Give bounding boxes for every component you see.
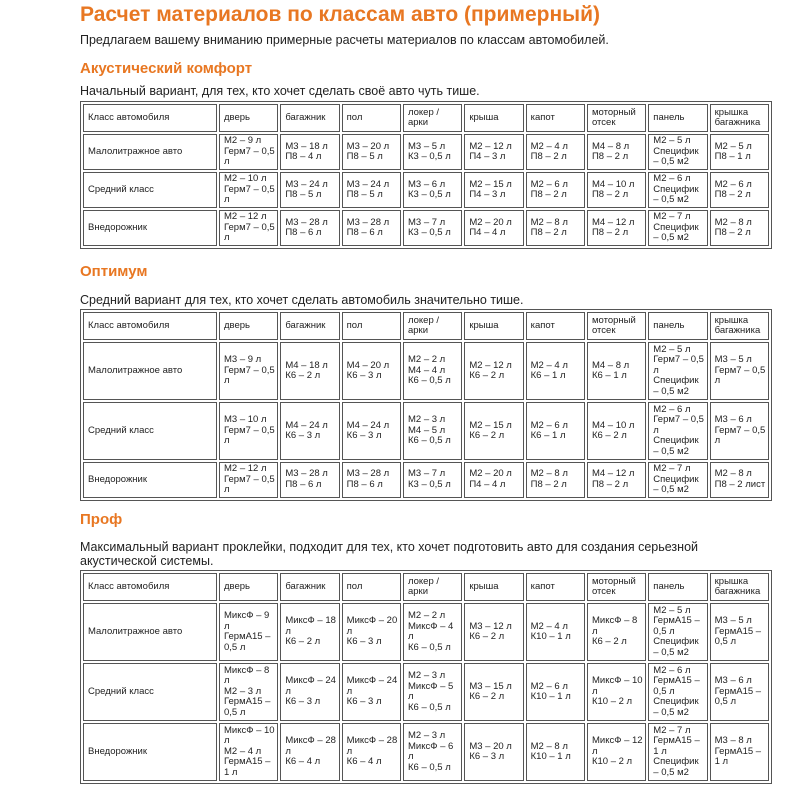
material-cell: М4 – 8 л К6 – 1 л xyxy=(587,342,646,400)
material-cell: М2 – 8 л П8 – 2 лист xyxy=(710,462,769,498)
material-cell: МиксФ – 20 л К6 – 3 л xyxy=(342,603,401,661)
column-header: крыша xyxy=(464,573,523,601)
material-cell: МиксФ – 28 л К6 – 4 л xyxy=(280,723,339,781)
table-row xyxy=(83,723,769,781)
material-cell: М2 – 5 л Герм7 – 0,5 л Специфик – 0,5 м2 xyxy=(648,342,707,400)
material-cell: М2 – 5 л ГермА15 – 0,5 л Специфик – 0,5 м2 xyxy=(648,603,707,661)
column-header: капот xyxy=(526,104,585,132)
column-header: крыша xyxy=(464,104,523,132)
material-cell: М2 – 12 л К6 – 2 л xyxy=(464,342,523,400)
material-cell: М3 – 7 л К3 – 0,5 л xyxy=(403,462,462,498)
column-header: багажник xyxy=(280,312,339,340)
material-cell: М3 – 28 л П8 – 6 л xyxy=(280,462,339,498)
material-cell: М4 – 12 л П8 – 2 л xyxy=(587,462,646,498)
materials-table-optimum xyxy=(80,309,772,501)
column-header: моторный отсек xyxy=(587,573,646,601)
material-cell: М3 – 5 л Герм7 – 0,5 л xyxy=(710,342,769,400)
material-cell: М3 – 28 л П8 – 6 л xyxy=(342,462,401,498)
material-cell: МиксФ – 8 л К6 – 2 л xyxy=(587,603,646,661)
page-title: Расчет материалов по классам авто (примерный) xyxy=(80,3,600,26)
column-header: Класс автомобиля xyxy=(83,104,217,132)
material-cell: М2 – 20 л П4 – 4 л xyxy=(464,462,523,498)
material-cell: М2 – 7 л Специфик – 0,5 м2 xyxy=(648,462,707,498)
table-row xyxy=(83,134,769,170)
column-header: локер / арки xyxy=(403,104,462,132)
column-header: моторный отсек xyxy=(587,312,646,340)
material-cell: М3 – 9 л Герм7 – 0,5 л xyxy=(219,342,278,400)
material-cell: М2 – 12 л П4 – 3 л xyxy=(464,134,523,170)
material-cell: М2 – 4 л К10 – 1 л xyxy=(526,603,585,661)
column-header: панель xyxy=(648,573,707,601)
material-cell: М3 – 28 л П8 – 6 л xyxy=(280,210,339,246)
column-header: крыша xyxy=(464,312,523,340)
car-class-cell: Малолитражное авто xyxy=(83,134,217,170)
table-row xyxy=(83,210,769,246)
material-cell: М2 – 12 л Герм7 – 0,5 л xyxy=(219,462,278,498)
material-cell: МиксФ – 18 л К6 – 2 л xyxy=(280,603,339,661)
material-cell: М2 – 6 л Специфик – 0,5 м2 xyxy=(648,172,707,208)
car-class-cell: Внедорожник xyxy=(83,210,217,246)
table-row xyxy=(83,603,769,661)
section-title-optimum: Оптимум xyxy=(80,263,148,280)
column-header: крышка багажника xyxy=(710,312,769,340)
intro-text: Предлагаем вашему вниманию примерные расчеты материалов по классам автомобилей. xyxy=(80,33,609,47)
column-header: дверь xyxy=(219,573,278,601)
material-cell: М2 – 10 л Герм7 – 0,5 л xyxy=(219,172,278,208)
car-class-cell: Внедорожник xyxy=(83,462,217,498)
table-header-row xyxy=(83,104,769,132)
material-cell: М2 – 6 л Герм7 – 0,5 л Специфик – 0,5 м2 xyxy=(648,402,707,460)
material-cell: МиксФ – 10 л К10 – 2 л xyxy=(587,663,646,721)
material-cell: М3 – 5 л ГермА15 – 0,5 л xyxy=(710,603,769,661)
column-header: багажник xyxy=(280,104,339,132)
material-cell: М3 – 12 л К6 – 2 л xyxy=(464,603,523,661)
table-header-row xyxy=(83,573,769,601)
car-class-cell: Малолитражное авто xyxy=(83,342,217,400)
material-cell: М3 – 18 л П8 – 4 л xyxy=(280,134,339,170)
material-cell: М4 – 10 л К6 – 2 л xyxy=(587,402,646,460)
material-cell: М2 – 6 л К6 – 1 л xyxy=(526,402,585,460)
material-cell: М2 – 8 л П8 – 2 л xyxy=(526,462,585,498)
table-row xyxy=(83,402,769,460)
car-class-cell: Малолитражное авто xyxy=(83,603,217,661)
table-header-row xyxy=(83,312,769,340)
car-class-cell: Средний класс xyxy=(83,172,217,208)
column-header: капот xyxy=(526,312,585,340)
material-cell: М3 – 5 л К3 – 0,5 л xyxy=(403,134,462,170)
column-header: крышка багажника xyxy=(710,573,769,601)
material-cell: М3 – 6 л Герм7 – 0,5 л xyxy=(710,402,769,460)
material-cell: М3 – 6 л ГермА15 – 0,5 л xyxy=(710,663,769,721)
column-header: панель xyxy=(648,104,707,132)
column-header: локер / арки xyxy=(403,312,462,340)
material-cell: М3 – 28 л П8 – 6 л xyxy=(342,210,401,246)
material-cell: МиксФ – 24 л К6 – 3 л xyxy=(280,663,339,721)
material-cell: М2 – 15 л К6 – 2 л xyxy=(464,402,523,460)
material-cell: МиксФ – 12 л К10 – 2 л xyxy=(587,723,646,781)
column-header: крышка багажника xyxy=(710,104,769,132)
section-title-prof: Проф xyxy=(80,511,123,528)
column-header: багажник xyxy=(280,573,339,601)
material-cell: МиксФ – 28 л К6 – 4 л xyxy=(342,723,401,781)
material-cell: М4 – 8 л П8 – 2 л xyxy=(587,134,646,170)
material-cell: М4 – 24 л К6 – 3 л xyxy=(342,402,401,460)
section-title-comfort: Акустический комфорт xyxy=(80,60,253,77)
material-cell: М2 – 20 л П4 – 4 л xyxy=(464,210,523,246)
column-header: пол xyxy=(342,104,401,132)
column-header: панель xyxy=(648,312,707,340)
material-cell: МиксФ – 8 л М2 – 3 л ГермА15 – 0,5 л xyxy=(219,663,278,721)
material-cell: МиксФ – 10 л М2 – 4 л ГермА15 – 1 л xyxy=(219,723,278,781)
section-description-prof: Максимальный вариант проклейки, подходит для тех, кто хочет подготовить авто для создания серьезной акустической системы. xyxy=(80,540,698,568)
column-header: пол xyxy=(342,312,401,340)
material-cell: МиксФ – 9 л ГермА15 – 0,5 л xyxy=(219,603,278,661)
material-cell: М2 – 5 л Специфик – 0,5 м2 xyxy=(648,134,707,170)
material-cell: М2 – 6 л К10 – 1 л xyxy=(526,663,585,721)
material-cell: М3 – 6 л К3 – 0,5 л xyxy=(403,172,462,208)
materials-table-comfort xyxy=(80,101,772,249)
material-cell: М4 – 10 л П8 – 2 л xyxy=(587,172,646,208)
material-cell: М2 – 4 л П8 – 2 л xyxy=(526,134,585,170)
material-cell: М2 – 6 л П8 – 2 л xyxy=(710,172,769,208)
column-header: Класс автомобиля xyxy=(83,312,217,340)
material-cell: М2 – 9 л Герм7 – 0,5 л xyxy=(219,134,278,170)
material-cell: М2 – 6 л П8 – 2 л xyxy=(526,172,585,208)
material-cell: М2 – 6 л ГермА15 – 0,5 л Специфик – 0,5 м2 xyxy=(648,663,707,721)
column-header: дверь xyxy=(219,312,278,340)
material-cell: М2 – 3 л МиксФ – 6 л К6 – 0,5 л xyxy=(403,723,462,781)
material-cell: М2 – 8 л П8 – 2 л xyxy=(526,210,585,246)
column-header: моторный отсек xyxy=(587,104,646,132)
material-cell: М3 – 7 л К3 – 0,5 л xyxy=(403,210,462,246)
material-cell: М3 – 24 л П8 – 5 л xyxy=(280,172,339,208)
material-cell: М3 – 24 л П8 – 5 л xyxy=(342,172,401,208)
material-cell: М3 – 10 л Герм7 – 0,5 л xyxy=(219,402,278,460)
material-cell: М4 – 20 л К6 – 3 л xyxy=(342,342,401,400)
material-cell: М2 – 3 л МиксФ – 5 л К6 – 0,5 л xyxy=(403,663,462,721)
material-cell: М4 – 18 л К6 – 2 л xyxy=(280,342,339,400)
car-class-cell: Внедорожник xyxy=(83,723,217,781)
table-row xyxy=(83,172,769,208)
car-class-cell: Средний класс xyxy=(83,663,217,721)
material-cell: М2 – 3 л М4 – 5 л К6 – 0,5 л xyxy=(403,402,462,460)
materials-table-prof xyxy=(80,570,772,784)
material-cell: М3 – 15 л К6 – 2 л xyxy=(464,663,523,721)
material-cell: М2 – 8 л К10 – 1 л xyxy=(526,723,585,781)
material-cell: М2 – 7 л Специфик – 0,5 м2 xyxy=(648,210,707,246)
material-cell: М2 – 5 л П8 – 1 л xyxy=(710,134,769,170)
car-class-cell: Средний класс xyxy=(83,402,217,460)
table-row xyxy=(83,462,769,498)
material-cell: М4 – 24 л К6 – 3 л xyxy=(280,402,339,460)
table-row xyxy=(83,342,769,400)
material-cell: М2 – 2 л МиксФ – 4 л К6 – 0,5 л xyxy=(403,603,462,661)
material-cell: М3 – 20 л П8 – 5 л xyxy=(342,134,401,170)
column-header: капот xyxy=(526,573,585,601)
material-cell: МиксФ – 24 л К6 – 3 л xyxy=(342,663,401,721)
material-cell: М2 – 4 л К6 – 1 л xyxy=(526,342,585,400)
material-cell: М2 – 15 л П4 – 3 л xyxy=(464,172,523,208)
column-header: дверь xyxy=(219,104,278,132)
column-header: Класс автомобиля xyxy=(83,573,217,601)
material-cell: М2 – 2 л М4 – 4 л К6 – 0,5 л xyxy=(403,342,462,400)
table-row xyxy=(83,663,769,721)
section-description-comfort: Начальный вариант, для тех, кто хочет сделать своё авто чуть тише. xyxy=(80,84,480,98)
material-cell: М4 – 12 л П8 – 2 л xyxy=(587,210,646,246)
section-description-optimum: Средний вариант для тех, кто хочет сделать автомобиль значительно тише. xyxy=(80,293,524,307)
material-cell: М2 – 7 л ГермА15 – 1 л Специфик – 0,5 м2 xyxy=(648,723,707,781)
material-cell: М2 – 8 л П8 – 2 л xyxy=(710,210,769,246)
column-header: локер / арки xyxy=(403,573,462,601)
material-cell: М3 – 20 л К6 – 3 л xyxy=(464,723,523,781)
material-cell: М2 – 12 л Герм7 – 0,5 л xyxy=(219,210,278,246)
material-cell: М3 – 8 л ГермА15 – 1 л xyxy=(710,723,769,781)
column-header: пол xyxy=(342,573,401,601)
